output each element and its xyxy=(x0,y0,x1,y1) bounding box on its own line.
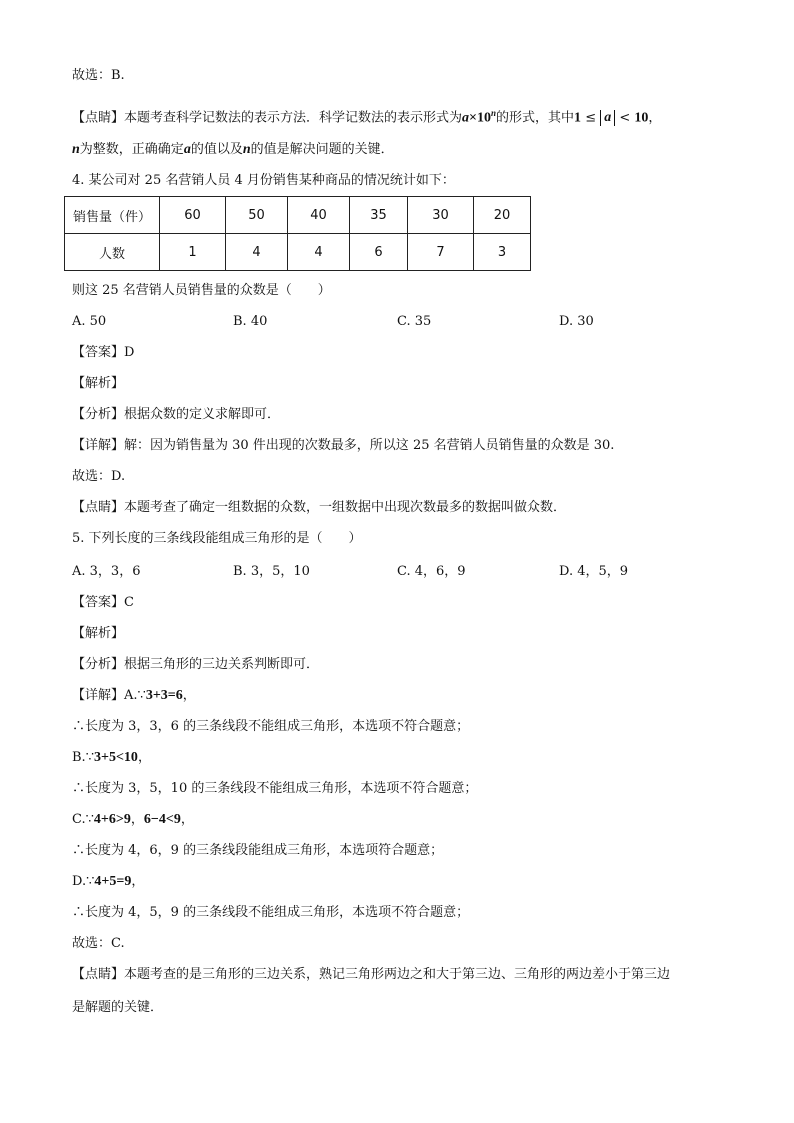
tip-text: 本题考查科学记数法的表示方法．科学记数法的表示形式为 xyxy=(124,110,463,126)
q5-tip-line2: 是解题的关键． xyxy=(72,1000,164,1015)
table-cell: 7 xyxy=(408,234,474,271)
formula-times: × xyxy=(469,110,478,126)
math-b: 3+5<10 xyxy=(93,750,138,765)
q4-tip: 【点睛】本题考查了确定一组数据的众数，一组数据中出现次数最多的数据叫做众数． xyxy=(72,500,567,515)
var-a: a xyxy=(183,142,191,157)
q5-option-a: A. 3，3，6 xyxy=(72,564,141,579)
range-comma: ， xyxy=(648,110,662,126)
q5-concl-c: ∴长度为 4，6，9 的三条线段能组成三角形，本选项符合题意； xyxy=(72,843,444,858)
because-symbol: ∵ xyxy=(137,688,146,703)
sales-table xyxy=(64,196,531,271)
math-c2: 6−4<9 xyxy=(143,812,181,827)
q5-choice: 故选：C. xyxy=(72,936,125,951)
prev-choice: 故选：B. xyxy=(72,68,125,83)
table-cell: 40 xyxy=(288,197,350,234)
table-cell: 1 xyxy=(160,234,226,271)
table-cell: 20 xyxy=(474,197,531,234)
table-cell: 6 xyxy=(350,234,408,271)
d-label: D. xyxy=(72,874,87,889)
var-n2: n xyxy=(242,142,251,157)
q4-analysis: 【解析】 xyxy=(72,376,125,391)
because-symbol: ∵ xyxy=(85,750,94,765)
tip2-text: 为整数，正确确定 xyxy=(79,142,184,157)
range-lt: < xyxy=(619,110,631,126)
math-a: 3+3=6 xyxy=(145,688,183,703)
comma: ， xyxy=(137,750,151,765)
q4-option-a: A. 50 xyxy=(72,314,107,329)
q5-option-c: C. 4，6，9 xyxy=(397,564,466,579)
q5-answer: 【答案】C xyxy=(72,595,134,610)
q4-option-c: C. 35 xyxy=(397,314,432,329)
math-c1: 4+6>9 xyxy=(93,812,131,827)
q4-option-b: B. 40 xyxy=(233,314,268,329)
q4-answer: 【答案】D xyxy=(72,345,135,360)
detail-label: 【详解】A. xyxy=(72,688,138,703)
table-cell: 35 xyxy=(350,197,408,234)
comma: ， xyxy=(130,812,144,827)
q5-detail-d xyxy=(72,873,144,891)
q5-tip-line1: 【点睛】本题考查的是三角形的三边关系，熟记三角形两边之和大于第三边、三角形的两边差小于第三边 xyxy=(72,967,671,982)
q4-stem: 4. 某公司对 25 名营销人员 4 月份销售某种商品的情况统计如下： xyxy=(72,173,455,188)
q5-option-d: D. 4，5，9 xyxy=(559,564,629,579)
q5-analysis: 【解析】 xyxy=(72,626,125,641)
q5-detail-b xyxy=(72,749,151,767)
var-n: n xyxy=(72,142,80,157)
comma: ， xyxy=(182,688,196,703)
math-d: 4+5=9 xyxy=(94,874,132,889)
table-row-count xyxy=(65,234,531,271)
comma: ， xyxy=(180,812,194,827)
q4-choice: 故选：D. xyxy=(72,469,126,484)
q5-detail-c xyxy=(72,811,194,829)
q5-detail-a xyxy=(72,687,196,705)
q5-option-b: B. 3，5，10 xyxy=(233,564,310,579)
table-header-sales: 销售量（件） xyxy=(65,197,160,234)
q5-fenxi: 【分析】根据三角形的三边关系判断即可． xyxy=(72,657,320,672)
formula-a: a xyxy=(462,110,470,126)
q5-concl-a: ∴长度为 3，3，6 的三条线段不能组成三角形，本选项不符合题意； xyxy=(72,719,470,734)
tip-label: 【点睛】 xyxy=(72,110,125,126)
q4-detail: 【详解】解：因为销售量为 30 件出现的次数最多，所以这 25 名营销人员销售量的众数是 30. xyxy=(72,438,615,453)
c-label: C. xyxy=(72,812,86,827)
formula-base: 10 xyxy=(477,110,492,126)
q4-option-d: D. 30 xyxy=(559,314,594,329)
range-le: ≤ xyxy=(585,110,597,126)
tip2-text2: 的值以及 xyxy=(190,142,243,157)
tip-text2: 的形式，其中 xyxy=(496,110,575,126)
prev-tip-line2 xyxy=(72,141,394,159)
table-cell: 4 xyxy=(288,234,350,271)
tip2-text3: 的值是解决问题的关键． xyxy=(250,142,394,157)
table-cell: 60 xyxy=(160,197,226,234)
prev-tip-line1 xyxy=(72,104,661,127)
comma: ， xyxy=(131,874,145,889)
q5-concl-d: ∴长度为 4，5，9 的三条线段不能组成三角形，本选项不符合题意； xyxy=(72,905,470,920)
table-cell: 4 xyxy=(226,234,288,271)
formula-exp: n xyxy=(491,108,497,118)
abs-a: a xyxy=(600,110,615,126)
range-ten: 10 xyxy=(634,110,649,126)
q4-question: 则这 25 名营销人员销售量的众数是（ ） xyxy=(72,283,331,298)
table-cell: 30 xyxy=(408,197,474,234)
because-symbol: ∵ xyxy=(86,874,95,889)
q5-stem: 5. 下列长度的三条线段能组成三角形的是（ ） xyxy=(72,531,362,546)
q4-fenxi: 【分析】根据众数的定义求解即可． xyxy=(72,407,281,422)
table-cell: 50 xyxy=(226,197,288,234)
q5-concl-b: ∴长度为 3，5，10 的三条线段不能组成三角形，本选项不符合题意； xyxy=(72,781,478,796)
table-header-count: 人数 xyxy=(65,234,160,271)
because-symbol: ∵ xyxy=(85,812,94,827)
b-label: B. xyxy=(72,750,86,765)
range-one: 1 xyxy=(574,110,582,126)
table-cell: 3 xyxy=(474,234,531,271)
table-row-sales xyxy=(65,197,531,234)
